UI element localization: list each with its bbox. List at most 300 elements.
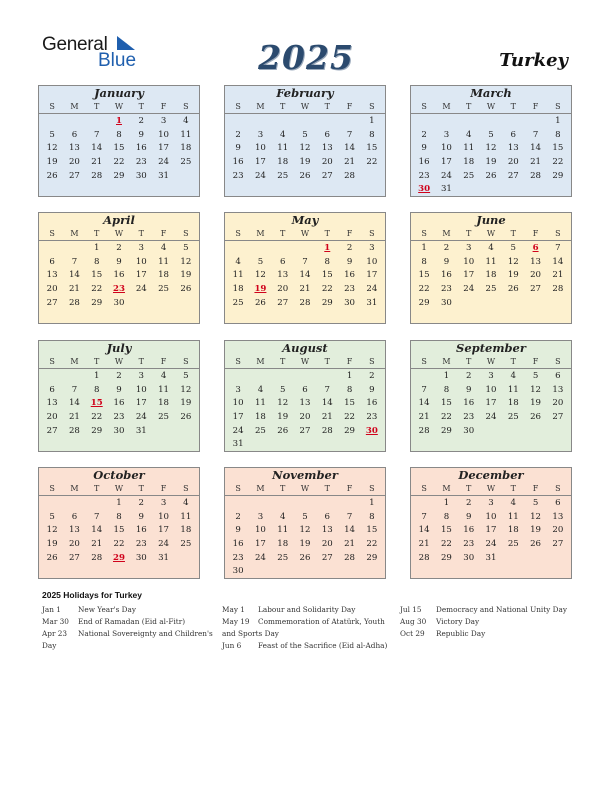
day-cell: 29 xyxy=(552,170,564,181)
weekday-label: T xyxy=(466,102,472,111)
day-grid xyxy=(411,241,571,310)
day-cell: 7 xyxy=(324,384,331,395)
empty-cell xyxy=(435,115,457,129)
holiday-day-cell: 19 xyxy=(254,284,267,295)
month-december xyxy=(410,467,572,579)
day-cell: 21 xyxy=(530,157,542,168)
weekday-label: T xyxy=(324,229,330,238)
day-cell: 19 xyxy=(46,539,58,550)
day-cell: 29 xyxy=(440,425,452,436)
day-cell: 19 xyxy=(299,157,311,168)
day-cell: 27 xyxy=(507,170,519,181)
weekday-label: S xyxy=(49,484,55,493)
month-name: October xyxy=(93,468,145,482)
weekday-label: T xyxy=(138,357,144,366)
weekday-label: S xyxy=(369,357,375,366)
day-cell: 27 xyxy=(552,539,564,550)
day-cell: 19 xyxy=(180,270,192,281)
holiday-name: Commemoration of Atatürk, Youth and Sports Day xyxy=(222,617,385,638)
day-cell: 31 xyxy=(440,184,452,195)
empty-cell xyxy=(294,497,316,511)
day-cell: 18 xyxy=(180,525,192,536)
day-cell: 2 xyxy=(138,498,145,508)
day-cell: 5 xyxy=(279,384,286,395)
holiday-day-cell: 6 xyxy=(532,243,539,253)
empty-cell xyxy=(86,115,108,129)
day-cell: 26 xyxy=(530,539,542,550)
day-cell: 18 xyxy=(277,157,289,168)
day-cell: 8 xyxy=(116,511,122,522)
weekday-label: T xyxy=(94,229,100,238)
day-cell: 8 xyxy=(93,256,100,267)
day-cell: 3 xyxy=(257,129,264,140)
empty-cell xyxy=(63,115,85,129)
day-cell: 22 xyxy=(344,412,356,423)
weekday-label: T xyxy=(138,102,144,111)
day-cell: 14 xyxy=(418,398,430,409)
weekday-label: F xyxy=(160,357,167,366)
day-cell: 21 xyxy=(91,157,103,168)
day-cell: 4 xyxy=(510,371,517,381)
day-cell: 16 xyxy=(113,270,125,281)
day-cell: 13 xyxy=(530,256,542,267)
day-cell: 4 xyxy=(160,371,167,381)
day-cell: 21 xyxy=(299,284,311,295)
day-cell: 18 xyxy=(485,270,497,281)
day-cell: 29 xyxy=(344,425,356,436)
day-cell: 6 xyxy=(279,256,286,267)
weekday-label: S xyxy=(183,484,189,493)
day-cell: 2 xyxy=(116,243,122,253)
weekday-label: F xyxy=(532,229,539,238)
day-cell: 14 xyxy=(68,270,80,281)
day-cell: 24 xyxy=(232,425,244,436)
day-cell: 17 xyxy=(485,525,497,536)
empty-cell xyxy=(63,242,85,256)
day-cell: 22 xyxy=(113,157,125,168)
day-cell: 2 xyxy=(346,243,353,253)
day-cell: 5 xyxy=(257,256,264,267)
day-cell: 18 xyxy=(232,284,244,295)
day-cell: 10 xyxy=(135,256,147,267)
day-cell: 30 xyxy=(232,566,244,577)
day-cell: 7 xyxy=(532,129,539,140)
day-cell: 8 xyxy=(555,129,561,140)
weekday-label: M xyxy=(70,229,79,238)
day-cell: 6 xyxy=(49,256,55,267)
day-cell: 7 xyxy=(71,256,78,267)
day-cell: 19 xyxy=(507,270,519,281)
day-cell: 13 xyxy=(321,525,333,536)
day-cell: 28 xyxy=(530,170,542,181)
day-cell: 13 xyxy=(552,384,564,395)
holiday-day-cell: 15 xyxy=(90,398,103,409)
day-cell: 20 xyxy=(507,157,519,168)
day-cell: 22 xyxy=(552,157,564,168)
day-cell: 28 xyxy=(552,284,564,295)
weekday-label: F xyxy=(160,229,167,238)
empty-cell xyxy=(294,115,316,129)
day-cell: 17 xyxy=(158,525,170,536)
day-cell: 13 xyxy=(277,270,289,281)
day-cell: 30 xyxy=(463,425,475,436)
day-cell: 6 xyxy=(71,511,78,522)
day-cell: 8 xyxy=(93,384,100,395)
day-cell: 31 xyxy=(366,297,378,308)
day-cell: 30 xyxy=(113,297,125,308)
weekday-label: M xyxy=(442,229,451,238)
month-name: February xyxy=(276,86,334,100)
day-cell: 11 xyxy=(277,143,289,154)
day-cell: 26 xyxy=(299,552,311,563)
day-cell: 16 xyxy=(344,270,356,281)
day-cell: 6 xyxy=(49,384,55,395)
holiday-date: Jan 1 xyxy=(42,605,61,614)
day-cell: 3 xyxy=(257,511,264,522)
day-cell: 13 xyxy=(68,143,80,154)
empty-cell xyxy=(524,115,546,129)
month-july xyxy=(38,340,200,452)
day-cell: 1 xyxy=(93,243,100,253)
weekday-label: T xyxy=(280,102,286,111)
day-cell: 10 xyxy=(440,143,452,154)
day-cell: 9 xyxy=(138,511,145,522)
weekday-header xyxy=(225,356,385,369)
day-cell: 19 xyxy=(299,539,311,550)
day-cell: 22 xyxy=(91,284,103,295)
day-cell: 22 xyxy=(440,539,452,550)
day-cell: 4 xyxy=(183,116,189,126)
day-cell: 10 xyxy=(158,129,170,140)
day-cell: 11 xyxy=(507,511,519,522)
month-november xyxy=(224,467,386,579)
holiday-date: Apr 23 xyxy=(42,629,68,638)
day-cell: 12 xyxy=(277,398,289,409)
day-cell: 28 xyxy=(299,297,311,308)
day-cell: 4 xyxy=(488,243,494,253)
day-cell: 17 xyxy=(440,157,452,168)
day-cell: 5 xyxy=(510,243,517,253)
day-cell: 15 xyxy=(440,398,452,409)
weekday-label: S xyxy=(235,357,241,366)
holiday-item xyxy=(400,628,575,640)
day-cell: 5 xyxy=(183,243,189,253)
day-cell: 9 xyxy=(116,256,122,267)
weekday-label: T xyxy=(324,484,330,493)
day-cell: 12 xyxy=(46,525,58,536)
day-cell: 9 xyxy=(116,384,122,395)
holiday-name: Feast of the Sacrifice (Eid al-Adha) xyxy=(258,641,388,650)
weekday-label: S xyxy=(421,484,427,493)
day-cell: 19 xyxy=(530,398,542,409)
weekday-label: W xyxy=(114,484,124,493)
day-cell: 15 xyxy=(418,270,430,281)
day-cell: 5 xyxy=(488,129,494,140)
holiday-name: Democracy and National Unity Day xyxy=(436,605,567,614)
day-cell: 16 xyxy=(135,143,147,154)
weekday-label: W xyxy=(486,229,496,238)
weekday-label: S xyxy=(49,102,55,111)
day-cell: 11 xyxy=(232,270,244,281)
day-cell: 22 xyxy=(113,539,125,550)
day-cell: 25 xyxy=(485,284,497,295)
day-cell: 13 xyxy=(299,398,311,409)
day-cell: 24 xyxy=(366,284,378,295)
day-cell: 8 xyxy=(116,129,122,140)
day-cell: 16 xyxy=(113,398,125,409)
day-cell: 20 xyxy=(46,412,58,423)
day-cell: 28 xyxy=(91,552,103,563)
day-cell: 6 xyxy=(324,511,331,522)
holiday-day-cell: 30 xyxy=(418,184,431,195)
day-cell: 2 xyxy=(116,371,122,381)
weekday-label: S xyxy=(369,102,375,111)
weekday-label: T xyxy=(94,357,100,366)
weekday-label: M xyxy=(256,484,265,493)
holiday-column xyxy=(222,604,392,652)
day-cell: 25 xyxy=(277,552,289,563)
month-name: December xyxy=(458,468,524,482)
day-cell: 11 xyxy=(158,256,170,267)
day-cell: 25 xyxy=(277,170,289,181)
day-cell: 29 xyxy=(91,425,103,436)
weekday-label: W xyxy=(300,484,310,493)
day-cell: 6 xyxy=(555,371,561,381)
weekday-label: T xyxy=(510,229,516,238)
weekday-label: M xyxy=(256,229,265,238)
holiday-item xyxy=(42,628,214,652)
day-cell: 8 xyxy=(346,384,353,395)
holiday-day-cell: 23 xyxy=(113,284,125,295)
day-cell: 12 xyxy=(254,270,266,281)
day-cell: 13 xyxy=(507,143,519,154)
empty-cell xyxy=(502,115,524,129)
day-cell: 14 xyxy=(530,143,542,154)
holiday-date: Mar 30 xyxy=(42,617,69,626)
day-cell: 24 xyxy=(158,539,170,550)
day-cell: 18 xyxy=(277,539,289,550)
weekday-label: S xyxy=(369,484,375,493)
day-cell: 30 xyxy=(135,170,147,181)
holiday-name: Labour and Solidarity Day xyxy=(258,605,356,614)
day-cell: 25 xyxy=(463,170,475,181)
holiday-date: May 19 xyxy=(222,617,250,626)
day-cell: 20 xyxy=(299,412,311,423)
day-cell: 6 xyxy=(71,129,78,140)
day-cell: 28 xyxy=(91,170,103,181)
day-grid xyxy=(225,369,385,452)
holiday-date: Aug 30 xyxy=(400,617,427,626)
empty-cell xyxy=(272,370,294,384)
weekday-label: S xyxy=(183,229,189,238)
weekday-label: F xyxy=(346,357,353,366)
day-cell: 17 xyxy=(232,412,244,423)
weekday-label: W xyxy=(300,229,310,238)
day-cell: 11 xyxy=(254,398,266,409)
day-cell: 17 xyxy=(254,157,266,168)
empty-cell xyxy=(316,370,338,384)
month-name: September xyxy=(456,341,526,355)
weekday-header xyxy=(225,483,385,496)
day-grid xyxy=(39,369,199,438)
weekday-label: T xyxy=(466,229,472,238)
weekday-label: M xyxy=(256,102,265,111)
weekday-label: T xyxy=(280,229,286,238)
weekday-label: T xyxy=(510,102,516,111)
day-cell: 7 xyxy=(93,511,100,522)
weekday-label: T xyxy=(138,229,144,238)
day-cell: 20 xyxy=(321,157,333,168)
day-cell: 6 xyxy=(510,129,517,140)
day-cell: 18 xyxy=(463,157,475,168)
day-cell: 6 xyxy=(302,384,308,395)
day-cell: 2 xyxy=(465,371,472,381)
day-cell: 22 xyxy=(440,412,452,423)
day-cell: 25 xyxy=(180,157,192,168)
day-cell: 14 xyxy=(299,270,311,281)
day-cell: 7 xyxy=(346,511,353,522)
day-cell: 5 xyxy=(302,129,308,140)
day-cell: 14 xyxy=(321,398,333,409)
weekday-label: M xyxy=(442,357,451,366)
empty-cell xyxy=(272,242,294,256)
holiday-item xyxy=(42,616,214,628)
day-cell: 24 xyxy=(254,552,266,563)
day-cell: 27 xyxy=(299,425,311,436)
day-cell: 3 xyxy=(160,116,167,126)
day-cell: 30 xyxy=(113,425,125,436)
empty-cell xyxy=(41,115,63,129)
weekday-header xyxy=(39,228,199,241)
day-cell: 28 xyxy=(68,297,80,308)
day-cell: 18 xyxy=(158,398,170,409)
holiday-name: New Year's Day xyxy=(78,605,137,614)
weekday-label: F xyxy=(346,102,353,111)
day-cell: 13 xyxy=(321,143,333,154)
day-cell: 18 xyxy=(180,143,192,154)
weekday-label: F xyxy=(532,484,539,493)
day-cell: 24 xyxy=(158,157,170,168)
holiday-column xyxy=(400,604,575,640)
day-cell: 17 xyxy=(485,398,497,409)
day-cell: 14 xyxy=(344,525,356,536)
day-cell: 15 xyxy=(366,525,378,536)
day-cell: 2 xyxy=(369,371,375,381)
day-cell: 16 xyxy=(135,525,147,536)
day-cell: 29 xyxy=(440,552,452,563)
country-name: Turkey xyxy=(499,50,568,71)
holiday-column xyxy=(42,604,214,652)
day-cell: 23 xyxy=(135,539,147,550)
weekday-label: S xyxy=(555,484,561,493)
day-cell: 15 xyxy=(440,525,452,536)
weekday-label: F xyxy=(160,484,167,493)
day-cell: 16 xyxy=(463,525,475,536)
day-cell: 7 xyxy=(93,129,100,140)
day-cell: 21 xyxy=(418,539,430,550)
month-march xyxy=(410,85,572,197)
day-cell: 1 xyxy=(346,371,353,381)
holiday-date: Jun 6 xyxy=(222,641,242,650)
day-grid xyxy=(411,114,571,197)
empty-cell xyxy=(86,497,108,511)
holiday-item xyxy=(400,604,575,616)
day-cell: 27 xyxy=(530,284,542,295)
weekday-label: M xyxy=(70,484,79,493)
weekday-header xyxy=(411,228,571,241)
day-cell: 28 xyxy=(321,425,333,436)
day-cell: 16 xyxy=(440,270,452,281)
empty-cell xyxy=(41,370,63,384)
empty-cell xyxy=(338,115,360,129)
day-cell: 29 xyxy=(91,297,103,308)
day-cell: 31 xyxy=(232,439,244,450)
day-cell: 22 xyxy=(91,412,103,423)
weekday-label: W xyxy=(114,229,124,238)
day-cell: 5 xyxy=(49,129,55,140)
day-cell: 17 xyxy=(366,270,378,281)
weekday-header xyxy=(225,228,385,241)
day-cell: 10 xyxy=(254,525,266,536)
holiday-day-cell: 1 xyxy=(116,116,122,126)
day-cell: 9 xyxy=(421,143,427,154)
day-cell: 7 xyxy=(421,384,427,395)
empty-cell xyxy=(227,370,249,384)
day-cell: 28 xyxy=(68,425,80,436)
day-cell: 14 xyxy=(91,525,103,536)
day-cell: 23 xyxy=(463,539,475,550)
day-cell: 23 xyxy=(232,552,244,563)
weekday-label: W xyxy=(300,357,310,366)
weekday-label: S xyxy=(235,102,241,111)
weekday-label: W xyxy=(486,484,496,493)
weekday-label: M xyxy=(442,484,451,493)
empty-cell xyxy=(41,497,63,511)
day-cell: 7 xyxy=(421,511,427,522)
day-cell: 30 xyxy=(135,552,147,563)
day-cell: 14 xyxy=(418,525,430,536)
day-cell: 27 xyxy=(321,170,333,181)
empty-cell xyxy=(413,497,435,511)
weekday-label: S xyxy=(183,357,189,366)
day-cell: 24 xyxy=(485,539,497,550)
day-cell: 16 xyxy=(366,398,378,409)
day-cell: 17 xyxy=(254,539,266,550)
day-cell: 1 xyxy=(369,116,375,126)
weekday-label: S xyxy=(183,102,189,111)
day-cell: 5 xyxy=(532,498,539,508)
month-september xyxy=(410,340,572,452)
day-cell: 21 xyxy=(552,270,564,281)
day-cell: 8 xyxy=(324,256,331,267)
day-cell: 14 xyxy=(91,143,103,154)
day-cell: 30 xyxy=(344,297,356,308)
day-cell: 3 xyxy=(138,371,145,381)
day-cell: 23 xyxy=(135,157,147,168)
weekday-label: S xyxy=(235,229,241,238)
day-cell: 8 xyxy=(369,129,375,140)
day-cell: 18 xyxy=(507,525,519,536)
day-cell: 4 xyxy=(510,498,517,508)
day-cell: 3 xyxy=(443,129,450,140)
day-cell: 15 xyxy=(113,143,125,154)
weekday-header xyxy=(411,101,571,114)
holiday-item xyxy=(222,616,392,640)
day-cell: 24 xyxy=(440,170,452,181)
day-cell: 26 xyxy=(180,284,192,295)
weekday-label: F xyxy=(532,357,539,366)
holiday-day-cell: 29 xyxy=(113,552,125,563)
